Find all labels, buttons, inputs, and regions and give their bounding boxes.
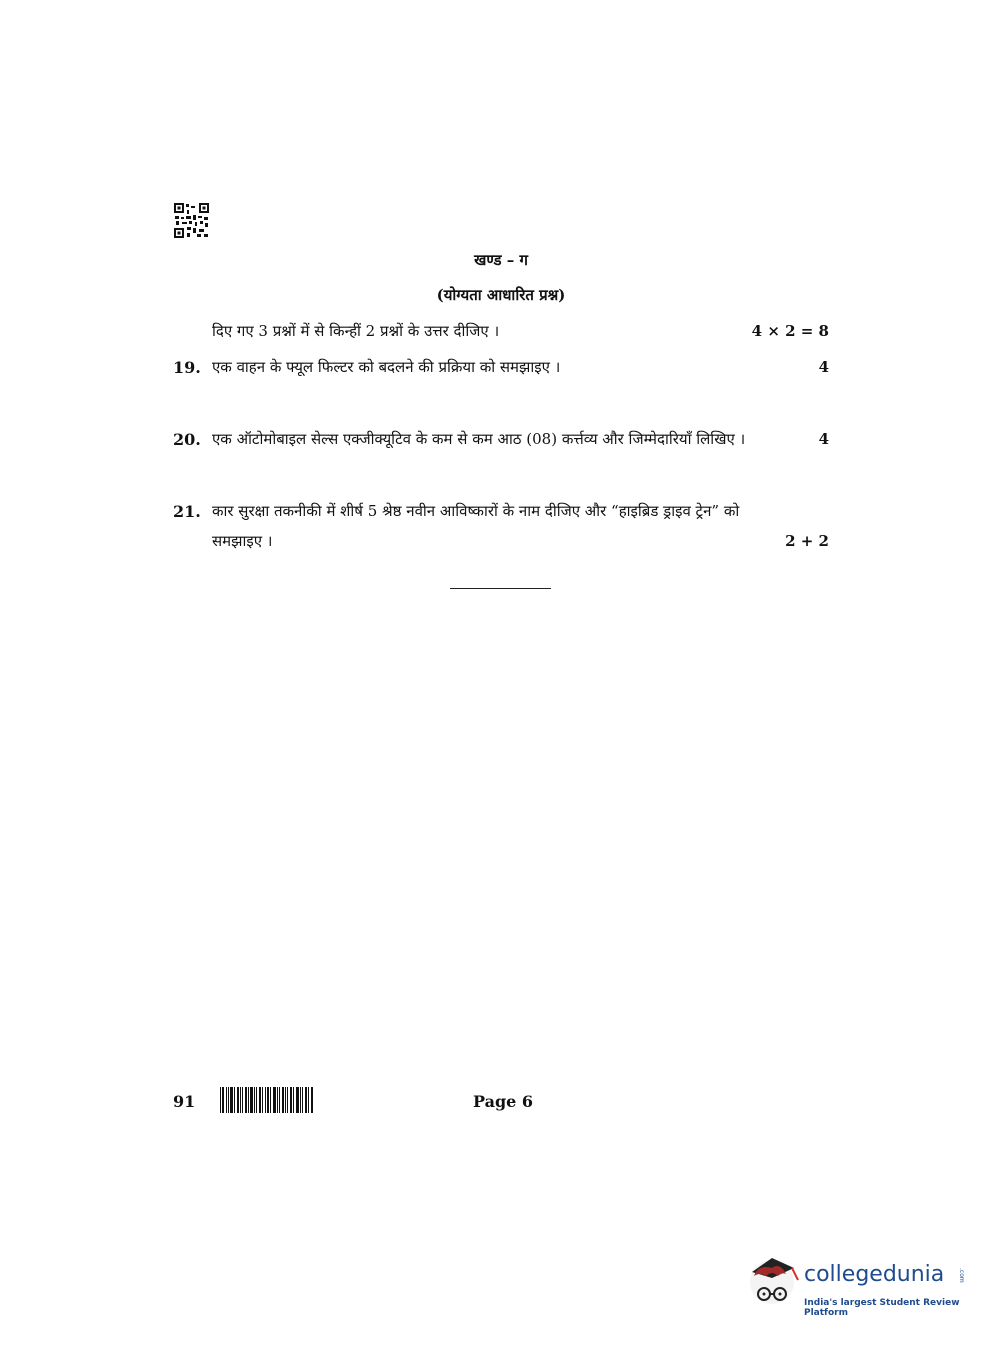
brand-tagline: India's largest Student Review Platform <box>804 1298 960 1318</box>
brand-name: collegedunia <box>804 1262 945 1287</box>
question-marks: 2 + 2 <box>785 532 829 550</box>
question-number: 20. <box>173 430 201 449</box>
question-number: 21. <box>173 502 201 521</box>
brand-suffix: .com <box>958 1268 965 1283</box>
barcode-icon <box>220 1087 313 1113</box>
question-marks: 4 <box>818 358 829 376</box>
question-text: एक ऑटोमोबाइल सेल्स एक्जीक्यूटिव के कम से कम आठ (08) कर्त्तव्य और जिम्मेदारियाँ लिखिए । <box>212 430 746 448</box>
paper-code: 91 <box>173 1092 196 1111</box>
instruction-text: दिए गए 3 प्रश्नों में से किन्हीं 2 प्रश्नों के उत्तर दीजिए । <box>212 322 500 340</box>
question-marks: 4 <box>818 430 829 448</box>
question-number: 19. <box>173 358 201 377</box>
question-text: एक वाहन के फ्यूल फिल्टर को बदलने की प्रक्रिया को समझाइए । <box>212 358 561 376</box>
section-subtitle: (योग्यता आधारित प्रश्न) <box>436 286 566 304</box>
section-title: खण्ड – ग <box>474 251 528 269</box>
qr-code-icon <box>173 202 210 239</box>
end-divider <box>450 588 551 589</box>
instruction-marks: 4 × 2 = 8 <box>751 322 829 340</box>
page-number: Page 6 <box>473 1092 534 1111</box>
question-text-line2: समझाइए । <box>212 532 273 550</box>
question-text-line1: कार सुरक्षा तकनीकी में शीर्ष 5 श्रेष्ठ नवीन आविष्कारों के नाम दीजिए और “हाइब्रिड ड्राइव ट्रेन” को <box>212 502 740 520</box>
